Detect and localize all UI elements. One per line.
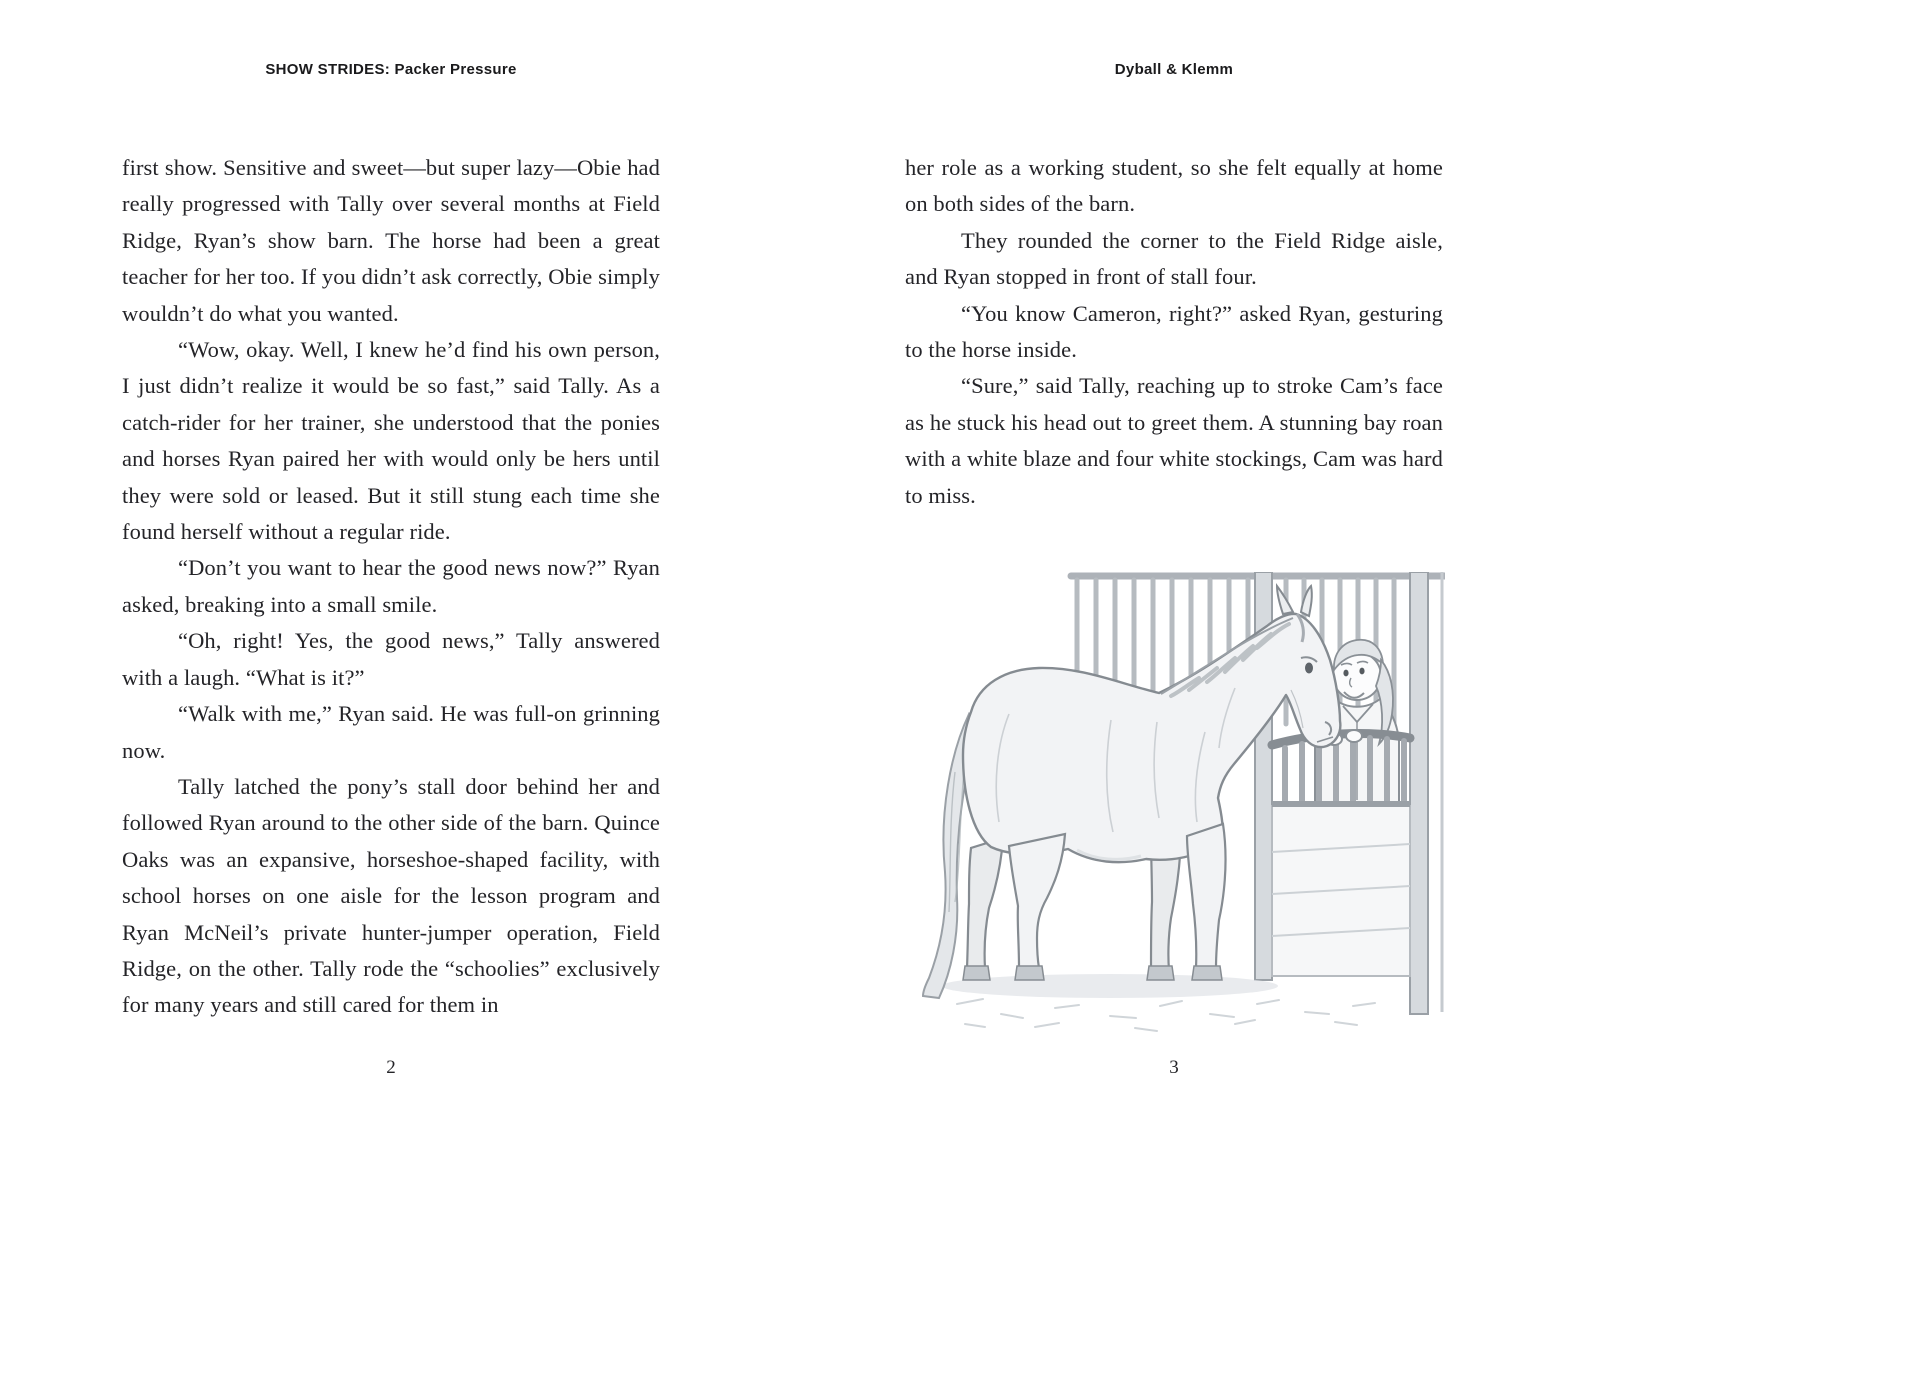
left-page-text [122,150,660,1024]
paragraph: “Wow, okay. Well, I knew he’d find his own person, I just didn’t realize it would be so fast,” said Tally. As a catch-rider for her trainer, she understood that the ponies and horses Ryan paired her with would only be hers until they were sold or leased. But it still stung each time she found herself without a regular ride. [122,337,660,545]
girl-eye [1343,670,1348,677]
page-number-left: 2 [386,1057,396,1078]
horse-hoof [1192,966,1222,980]
horse-hoof [1015,966,1044,980]
paragraph: “Walk with me,” Ryan said. He was full-on grinning now. [122,701,660,763]
stall-lower-panel [1272,806,1410,976]
right-page-text [905,150,1443,1042]
horse-near-hindleg [1009,834,1065,968]
paragraph: They rounded the corner to the Field Ridge aisle, and Ryan stopped in front of stall four. [905,227,1443,290]
paragraph: “Oh, right! Yes, the good news,” Tally answered with a laugh. “What is it?” [122,628,660,690]
paragraph: “Sure,” said Tally, reaching up to stroke Cam’s face as he stuck his head out to greet them. A stunning bay roan with a white blaze and four white stockings, Cam was hard to miss. [905,373,1443,508]
paragraph: first show. Sensitive and sweet—but super lazy—Obie had really progressed with Tally over several months at Field Ridge, Ryan’s show barn. The horse had been a great teacher for her too. If you didn’t ask correctly, Obie simply wouldn’t do what you wanted. [122,155,660,326]
running-header-left: SHOW STRIDES: Packer Pressure [265,61,517,78]
girl-hand [1346,730,1362,742]
page-number-right: 3 [1169,1057,1179,1078]
horse-hoof [963,966,990,980]
left-page [122,0,660,1395]
horse-and-girl-illustration [905,572,1445,1042]
horse-hoof [1147,966,1174,980]
girl-eye [1359,668,1364,675]
straw-marks [957,999,1375,1031]
paragraph: “Don’t you want to hear the good news now?” Ryan asked, breaking into a small smile. [122,555,660,617]
horse-eye [1305,663,1313,674]
running-header-right: Dyball & Klemm [1114,61,1234,78]
paragraph: “You know Cameron, right?” asked Ryan, gesturing to the horse inside. [905,300,1443,363]
horse-far-hindleg [967,838,1003,968]
paragraph: Tally latched the pony’s stall door behind her and followed Ryan around to the other side of the barn. Quince Oaks was an expansive, horseshoe-shaped facility, with school horses on one aisle for the lesson program and Ryan McNeil’s private hunter-jumper operation, Field Ridge, on the other. Tally rode the “schoolies” exclusively for many years and still cared for them in [122,773,660,1018]
paragraph: her role as a working student, so she felt equally at home on both sides of the barn. [905,155,1443,217]
right-page [905,0,1443,1395]
horse-near-foreleg [1187,824,1226,968]
horse-shadow [942,974,1278,998]
